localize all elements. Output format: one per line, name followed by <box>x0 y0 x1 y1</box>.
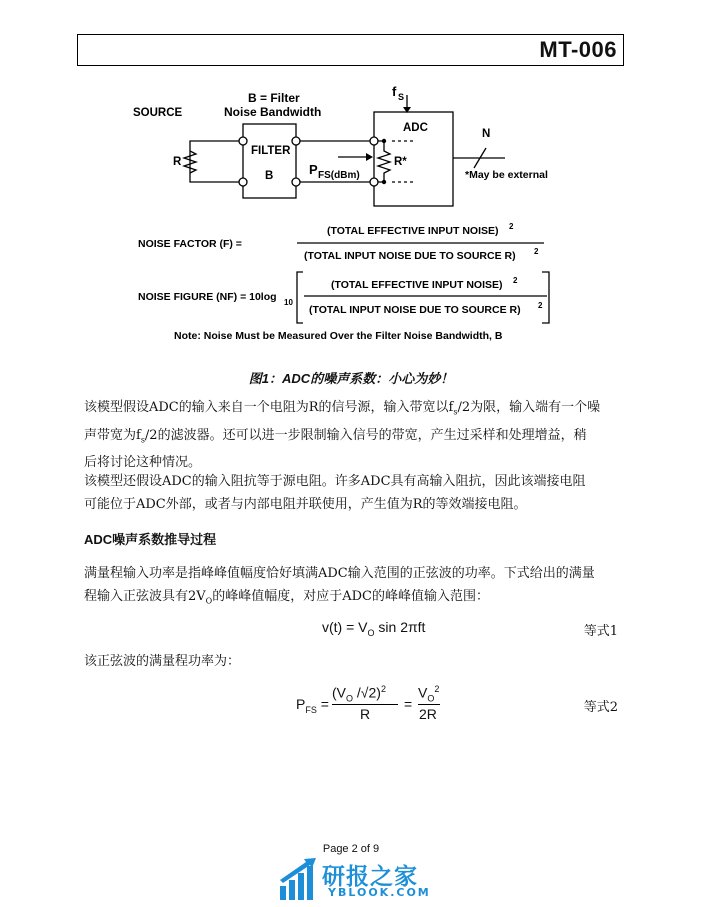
paragraph-3: 满量程输入功率是指峰峰值幅度恰好填满ADC输入范围的正弦波的功率。下式给出的满量 程输入正弦波具有$2V_O$的峰峰值幅度，对应于ADC的峰峰值输入范围： <box>84 566 595 606</box>
paragraph-1: 该模型假设ADC的输入来自一个电阻为R的信号源，输入带宽以$f_s/2$为限，输入端有一个噪 声带宽为$f_s/2$的滤波器。还可以进一步限制输入信号的带宽，产生过采样和处理增益，稍 后将讨论这种情况。 <box>84 400 601 471</box>
noise-figure-label: NOISE FIGURE (NF) = 10log <box>138 291 277 303</box>
section-heading: ADC噪声系数推导过程 <box>84 532 217 547</box>
paragraph-4: 该正弦波的满量程功率为： <box>84 654 241 669</box>
noise-factor-label: NOISE FACTOR (F) = <box>138 238 242 250</box>
document-code: MT-006 <box>539 37 617 62</box>
equation-2-label: 等式2 <box>583 700 618 715</box>
noise-figure-numerator-exp: 2 <box>513 276 518 285</box>
pfs-subscript: FS(dBm) <box>318 170 360 181</box>
source-r-label: R <box>173 156 182 168</box>
equation-2: $P_{FS}$ = ($V_O$ /√2)$^2$ R = $V_O^2$ 2R <box>296 684 440 722</box>
paragraph-2: 该模型还假设ADC的输入阻抗等于源电阻。许多ADC具有高输入阻抗，因此该端接电阻 可能位于ADC外部，或者与内部电阻并联使用，产生值为R的等效端接电阻。 <box>84 474 586 512</box>
noise-figure-diagram <box>0 0 702 360</box>
source-wire <box>190 141 243 182</box>
equation-1: $v(t) = V_O$ sin 2πft <box>322 619 426 638</box>
fs-subscript: S <box>398 92 405 102</box>
adc-label: ADC <box>403 122 428 134</box>
external-note: *May be external <box>465 169 548 181</box>
watermark-logo <box>278 858 468 904</box>
noise-factor-denominator-exp: 2 <box>534 247 539 256</box>
filter-b-label: B <box>265 170 274 182</box>
noise-factor-denominator: (TOTAL INPUT NOISE DUE TO SOURCE R) <box>304 250 516 262</box>
noise-figure-denominator-exp: 2 <box>538 301 543 310</box>
page-number: Page 2 of 9 <box>322 843 380 855</box>
noise-figure-log-base: 10 <box>284 298 293 307</box>
n-bits-label: N <box>482 128 491 140</box>
noise-factor-numerator-exp: 2 <box>509 222 514 231</box>
bar-chart-logo-icon <box>278 858 320 902</box>
source-label: SOURCE <box>133 107 183 119</box>
bandwidth-note: Note: Noise Must be Measured Over the Filter Noise Bandwidth, B <box>174 330 503 342</box>
watermark-en: YBLOOK.COM <box>328 886 431 899</box>
figure-caption: 图1：ADC的噪声系数：小心为妙！ <box>248 371 454 386</box>
noise-factor-numerator: (TOTAL EFFECTIVE INPUT NOISE) <box>327 225 499 237</box>
noise-figure-numerator: (TOTAL EFFECTIVE INPUT NOISE) <box>331 279 503 291</box>
watermark-cn: 研报之家 <box>322 864 418 890</box>
filter-box <box>243 124 296 198</box>
pfs-label: P <box>309 162 318 177</box>
termination-resistor-icon <box>374 141 390 182</box>
bandwidth-label-line1: B = Filter <box>248 91 300 105</box>
rstar-label: R* <box>394 156 407 168</box>
filter-label: FILTER <box>251 145 291 157</box>
fs-label: f <box>392 84 397 99</box>
noise-figure-denominator: (TOTAL INPUT NOISE DUE TO SOURCE R) <box>309 304 521 316</box>
equation-1-label: 等式1 <box>583 624 618 639</box>
bandwidth-label-line2: Noise Bandwidth <box>224 105 322 119</box>
